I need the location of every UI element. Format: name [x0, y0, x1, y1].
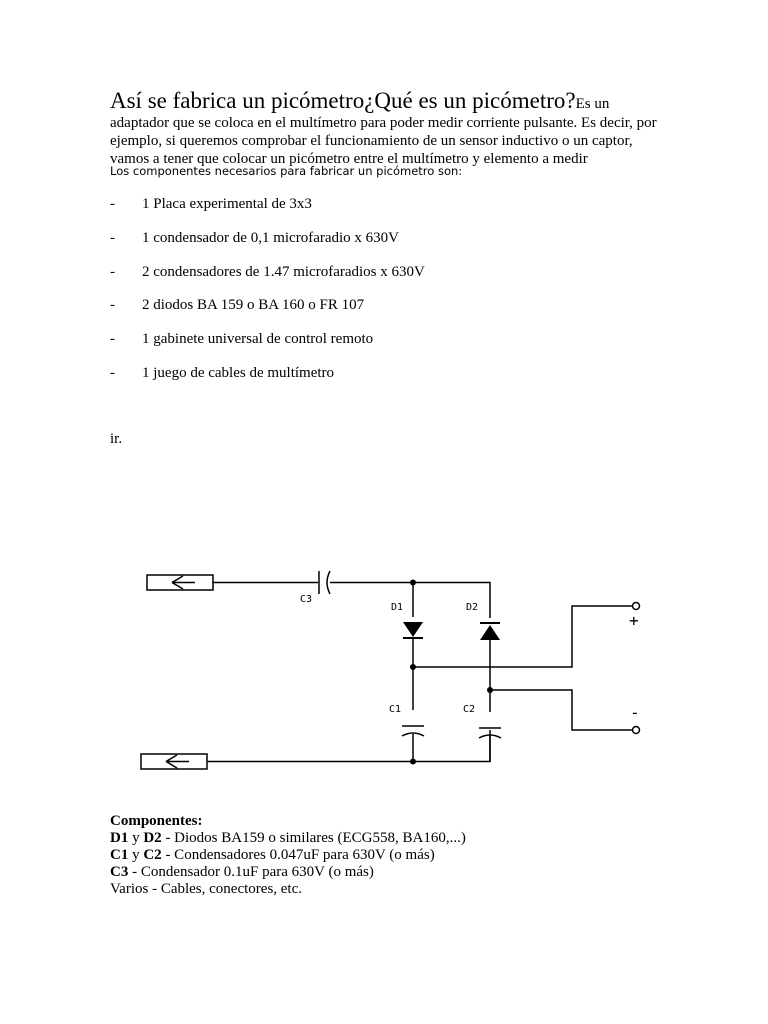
list-dash: - [110, 196, 115, 212]
intro-paragraph [110, 88, 670, 168]
component-line: C3 - Condensador 0.1uF para 630V (o más) [110, 864, 374, 880]
list-dash: - [110, 264, 115, 280]
list-dash: - [110, 297, 115, 313]
component-line: D1 y D2 - Diodos BA159 o similares (ECG558, BA160,...) [110, 830, 466, 846]
junction-dot [410, 664, 416, 670]
list-item-text: 1 Placa experimental de 3x3 [142, 196, 312, 212]
list-item-text: 2 condensadores de 1.47 microfaradios x 630V [142, 264, 425, 280]
list-item-text: 1 juego de cables de multímetro [142, 365, 335, 381]
junction-dot [410, 759, 416, 765]
label-minus: - [630, 703, 640, 722]
junction-dot [487, 687, 493, 693]
negative-terminal [633, 727, 640, 734]
diode-d2 [480, 623, 500, 640]
circuit-diagram [100, 550, 660, 790]
label-c3: C3 [300, 594, 313, 605]
negative-output-wire [490, 690, 632, 730]
probe-connector-bottom [141, 754, 207, 769]
capacitor-c3 [319, 571, 330, 594]
list-dash: - [110, 365, 115, 381]
list-dash: - [110, 230, 115, 246]
component-line: C1 y C2 - Condensadores 0.047uF para 630V (o más) [110, 847, 435, 863]
intro-lead: Es un [575, 96, 610, 112]
diode-d1 [403, 622, 423, 638]
list-item-text: 2 diodos BA 159 o BA 160 o FR 107 [142, 297, 365, 313]
list-item-text: 1 condensador de 0,1 microfaradio x 630V [142, 230, 400, 246]
components-heading: Componentes: [110, 813, 203, 829]
label-c1: C1 [389, 704, 402, 715]
top-wire [213, 583, 490, 611]
components-subheading: Los componentes necesarios para fabricar un picómetro son: [110, 164, 463, 178]
label-c2: C2 [463, 704, 476, 715]
probe-connector-top [147, 575, 213, 590]
positive-output-wire [413, 606, 632, 667]
label-plus: + [629, 611, 639, 630]
junction-dot [410, 580, 416, 586]
label-d2: D2 [466, 602, 479, 613]
components-list [110, 813, 670, 898]
bottom-wire [207, 730, 490, 762]
list-item-text: 1 gabinete universal de control remoto [142, 331, 374, 347]
intro-body: adaptador que se coloca en el multímetro para poder medir corriente pulsante. Es decir, por ejemplo, si queremos comprobar el funcionamiento de un sensor inductivo o un captor, vamos a tener que colocar un picómetro entre el multímetro y elemento a medir [110, 115, 657, 167]
list-dash: - [110, 331, 115, 347]
positive-terminal [633, 603, 640, 610]
label-d1: D1 [391, 602, 404, 613]
text-fragment: ir. [110, 431, 123, 447]
component-line: Varios - Cables, conectores, etc. [110, 881, 303, 897]
document-title: Así se fabrica un picómetro¿Qué es un picómetro? [110, 88, 576, 113]
